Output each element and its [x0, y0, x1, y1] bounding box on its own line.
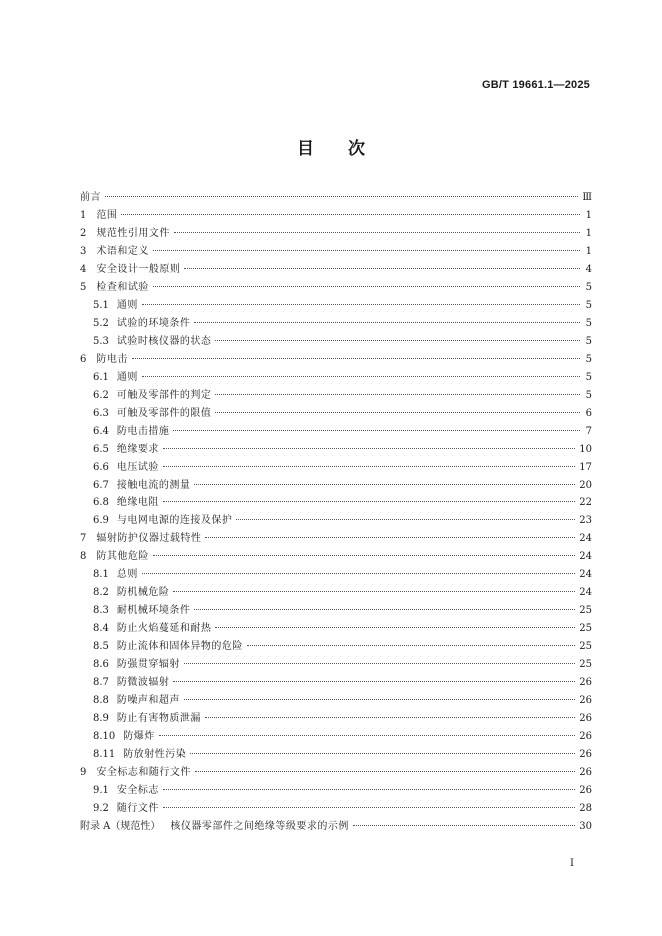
toc-entry-page: 5: [585, 281, 592, 293]
toc-entry-label: 防止有害物质泄漏: [116, 713, 201, 725]
toc-entry-number: 8.10: [93, 731, 116, 743]
dot-leader: [215, 394, 580, 395]
toc-entry-label: 防电击措施: [116, 425, 170, 437]
page-number: I: [570, 858, 574, 869]
toc-entry-label: 防止流体和固体异物的危险: [116, 641, 243, 653]
toc-entry-page: 7: [585, 425, 592, 437]
toc-entry-label: 防其他危险: [96, 551, 149, 563]
toc-entry[interactable]: [80, 189, 592, 207]
toc-entry[interactable]: [80, 369, 592, 387]
dot-leader: [194, 322, 580, 323]
toc-entry-page: 26: [579, 767, 592, 778]
toc-entry-number: 6.6: [93, 461, 109, 473]
toc-entry-label: 绝缘电阻: [116, 497, 159, 509]
toc-entry-page: 10: [579, 443, 592, 455]
toc-entry-page: 1: [585, 227, 592, 239]
toc-entry-page: 5: [585, 353, 592, 365]
toc-entry[interactable]: [80, 405, 592, 423]
toc-entry-page: 6: [585, 407, 592, 419]
toc-entry[interactable]: [80, 297, 592, 315]
toc-entry[interactable]: [80, 602, 592, 620]
toc-entry-label: 范围: [96, 209, 118, 221]
toc-entry[interactable]: [80, 638, 592, 656]
toc-entry-number: 8.11: [93, 749, 116, 761]
toc-entry[interactable]: [80, 548, 592, 566]
toc-entry-label: 防放射性污染: [123, 749, 187, 761]
toc-entry-page: 1: [585, 245, 592, 257]
dot-leader: [173, 681, 575, 682]
dot-leader: [153, 555, 575, 556]
toc-entry-page: 5: [585, 371, 592, 383]
dot-leader: [105, 196, 578, 197]
toc-entry-page: 26: [579, 784, 592, 796]
toc-entry-number: 9.1: [93, 784, 109, 796]
toc-entry-page: 5: [585, 389, 592, 401]
toc-entry-page: 22: [579, 497, 592, 509]
toc-entry-label: 安全标志: [116, 784, 159, 796]
dot-leader: [215, 627, 575, 628]
toc-entry-number: 6.2: [93, 389, 109, 401]
dot-leader: [190, 753, 575, 754]
toc-entry-label: 可触及零部件的判定: [116, 389, 212, 401]
page-title: 目 次: [297, 139, 365, 159]
toc-entry-page: 24: [579, 551, 592, 563]
toc-entry-number: 8.4: [93, 623, 109, 635]
toc-entry-number: 6.9: [93, 515, 109, 527]
toc-entry-number: 8.2: [93, 587, 109, 599]
toc-entry-number: 8.5: [93, 641, 109, 653]
dot-leader: [184, 699, 575, 700]
toc-entry-page: 24: [579, 587, 592, 599]
dot-leader: [163, 448, 575, 449]
toc-entry-label: 检查和试验: [96, 281, 149, 293]
toc-entry-number: 8.8: [93, 695, 109, 707]
toc-entry[interactable]: [80, 477, 592, 495]
dot-leader: [205, 537, 575, 538]
toc-entry-label: 安全标志和随行文件: [96, 767, 191, 778]
toc-entry-number: 6: [80, 353, 87, 365]
toc-entry-number: 6.8: [93, 497, 109, 509]
dot-leader: [174, 232, 580, 233]
toc-entry-number: 8.9: [93, 713, 109, 725]
toc-entry-number: 6.3: [93, 407, 109, 419]
toc-entry-number: 5: [80, 281, 87, 293]
dot-leader: [184, 268, 580, 269]
toc-entry-label: 辐射防护仪器过载特性: [96, 533, 202, 545]
toc-entry[interactable]: [80, 441, 592, 459]
dot-leader: [184, 663, 575, 664]
toc-entry[interactable]: [80, 818, 592, 836]
toc-entry-page: 25: [579, 641, 592, 653]
toc-entry-label: 电压试验: [116, 461, 159, 473]
toc-entry[interactable]: [80, 692, 592, 710]
standard-code: GB/T 19661.1—2025: [482, 79, 590, 91]
toc-entry-number: 5.2: [93, 317, 109, 329]
dot-leader: [195, 771, 575, 772]
toc-entry-page: 4: [585, 263, 592, 275]
toc-entry-page: 23: [579, 515, 592, 527]
toc-entry-page: 20: [579, 479, 592, 491]
toc-entry-label: 接触电流的测量: [116, 479, 191, 491]
toc-entry-label: 绝缘要求: [116, 443, 159, 455]
dot-leader: [121, 214, 580, 215]
toc-entry[interactable]: [80, 333, 592, 351]
dot-leader: [353, 825, 575, 826]
toc-entry[interactable]: [80, 279, 592, 297]
toc-entry-number: 5.1: [93, 299, 109, 311]
dot-leader: [163, 789, 575, 790]
toc-entry-page: 28: [579, 802, 592, 814]
toc-entry-label: 防强贯穿辐射: [116, 659, 180, 671]
toc-entry-page: 24: [579, 533, 592, 545]
toc-entry[interactable]: [80, 207, 592, 225]
toc-entry-label: 试验的环境条件: [116, 317, 191, 329]
toc-entry[interactable]: [80, 423, 592, 441]
toc-entry-page: 26: [579, 695, 592, 707]
toc-entry-number: 9.2: [93, 802, 109, 814]
dot-leader: [236, 519, 575, 520]
toc-entry[interactable]: [80, 710, 592, 728]
toc-entry-number: 附录 A（规范性）: [80, 820, 161, 832]
toc-entry[interactable]: [80, 674, 592, 692]
toc-entry-number: 6.5: [93, 443, 109, 455]
toc-entry-label: 试验时核仪器的状态: [116, 335, 212, 347]
toc-entry-number: 8.3: [93, 605, 109, 617]
toc-entry[interactable]: [80, 225, 592, 243]
toc-entry-label: 规范性引用文件: [96, 227, 170, 239]
toc-entry-label: 术语和定义: [96, 245, 149, 257]
toc-entry-number: 4: [80, 263, 87, 275]
toc-entry[interactable]: [80, 243, 592, 261]
toc-entry-page: 5: [585, 299, 592, 311]
toc-entry[interactable]: [80, 728, 592, 746]
toc-entry-number: 2: [80, 227, 87, 239]
toc-entry-page: 17: [579, 461, 592, 473]
toc-entry-number: 8.7: [93, 677, 109, 689]
toc-entry[interactable]: [80, 261, 592, 279]
toc-entry[interactable]: [80, 746, 592, 764]
toc-entry-page: 5: [585, 317, 592, 329]
toc-entry-label: 可触及零部件的限值: [116, 407, 212, 419]
dot-leader: [163, 501, 575, 502]
toc-entry-label: 随行文件: [116, 802, 159, 814]
toc-entry-label: 通则: [116, 371, 138, 383]
table-of-contents: [80, 189, 592, 836]
dot-leader: [159, 735, 576, 736]
toc-entry-page: 24: [579, 569, 592, 581]
toc-entry-page: 25: [579, 623, 592, 635]
dot-leader: [142, 573, 575, 574]
toc-entry-number: 5.3: [93, 335, 109, 347]
toc-entry[interactable]: [80, 782, 592, 800]
toc-entry-label: 安全设计一般原则: [96, 263, 181, 275]
toc-entry[interactable]: [80, 512, 592, 530]
toc-entry-number: 6.7: [93, 479, 109, 491]
toc-entry-label: 核仪器零部件之间绝缘等级要求的示例: [170, 820, 349, 832]
toc-entry-page: 25: [579, 605, 592, 617]
toc-entry-number: 6.1: [93, 371, 109, 383]
dot-leader: [205, 717, 575, 718]
dot-leader: [163, 807, 575, 808]
toc-entry-label: 总则: [116, 569, 138, 581]
toc-entry-page: 26: [579, 713, 592, 725]
toc-entry[interactable]: [80, 530, 592, 548]
toc-entry-number: 9: [80, 767, 87, 778]
dot-leader: [142, 304, 580, 305]
dot-leader: [173, 591, 575, 592]
toc-entry-page: 1: [585, 209, 592, 221]
toc-entry[interactable]: [80, 459, 592, 477]
toc-entry[interactable]: [80, 584, 592, 602]
toc-entry[interactable]: [80, 800, 592, 818]
toc-entry[interactable]: [80, 387, 592, 405]
dot-leader: [153, 250, 580, 251]
dot-leader: [194, 609, 575, 610]
toc-entry-page: 30: [579, 820, 592, 832]
dot-leader: [153, 286, 580, 287]
toc-entry-label: 防止火焰蔓延和耐热: [116, 623, 212, 635]
toc-entry[interactable]: [80, 656, 592, 674]
toc-entry[interactable]: [80, 351, 592, 369]
toc-entry-number: 8.1: [93, 569, 109, 581]
toc-entry-label: 耐机械环境条件: [116, 605, 191, 617]
toc-entry-label: 与电网电源的连接及保护: [116, 515, 233, 527]
toc-entry-number: 7: [80, 533, 87, 545]
toc-entry-number: 1: [80, 209, 87, 221]
toc-entry-page: 5: [585, 335, 592, 347]
dot-leader: [142, 376, 580, 377]
dot-leader: [215, 412, 580, 413]
dot-leader: [194, 484, 575, 485]
toc-entry-label: 防噪声和超声: [116, 695, 180, 707]
toc-entry-page: 26: [579, 749, 592, 761]
toc-entry-label: 防机械危险: [116, 587, 170, 599]
toc-entry-page: 26: [579, 677, 592, 689]
toc-entry[interactable]: [80, 315, 592, 333]
toc-entry[interactable]: [80, 764, 592, 782]
dot-leader: [132, 358, 580, 359]
toc-entry-label: 防微波辐射: [116, 677, 170, 689]
toc-entry-number: 8.6: [93, 659, 109, 671]
toc-entry-label: 防电击: [96, 353, 128, 365]
toc-entry-label: 前言: [80, 192, 101, 203]
dot-leader: [247, 645, 575, 646]
toc-entry-number: 8: [80, 551, 87, 563]
toc-entry-page: 25: [579, 659, 592, 671]
toc-entry-page: 26: [579, 731, 592, 743]
toc-entry[interactable]: [80, 620, 592, 638]
toc-entry-label: 通则: [116, 299, 138, 311]
toc-entry-page: Ⅲ: [582, 192, 592, 203]
dot-leader: [173, 430, 580, 431]
toc-entry-label: 防爆炸: [123, 731, 155, 743]
dot-leader: [215, 340, 580, 341]
toc-entry-number: 3: [80, 245, 87, 257]
toc-entry[interactable]: [80, 494, 592, 512]
dot-leader: [163, 466, 575, 467]
toc-entry[interactable]: [80, 566, 592, 584]
toc-entry-number: 6.4: [93, 425, 109, 437]
